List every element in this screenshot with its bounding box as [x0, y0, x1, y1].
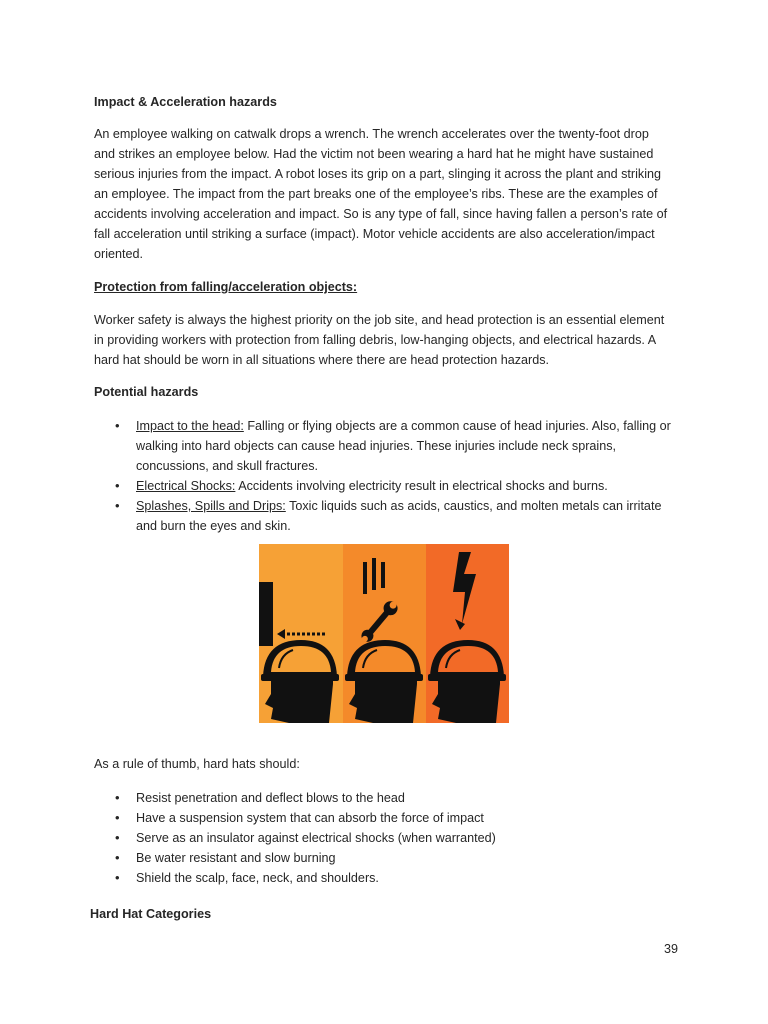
paragraph-line: an employee. The impact from the part breaks one of the employee’s ribs. These are the examples of [94, 187, 658, 201]
hard-hat-categories-heading: Hard Hat Categories [90, 907, 212, 921]
list-item [115, 416, 671, 476]
paragraph-line: and strikes an employee below. Had the victim not been wearing a hard hat he might have sustained [94, 147, 654, 161]
hazard-desc: Toxic liquids such as acids, caustics, and molten metals can irritate [285, 499, 662, 513]
hard-hat-head-3 [428, 640, 506, 723]
hazard-term: Electrical Shocks: [136, 479, 236, 493]
list-item: • Shield the scalp, face, neck, and shoulders. [115, 868, 496, 888]
hazards-list [115, 416, 671, 536]
list-item [115, 476, 671, 496]
hazard-desc-line: concussions, and skull fractures. [136, 459, 318, 473]
section-heading: Impact & Acceleration hazards [94, 95, 277, 109]
paragraph-line: hard hat should be worn in all situations where there are head protection hazards. [94, 353, 550, 367]
list-item: • Be water resistant and slow burning [115, 848, 496, 868]
paragraph-line: oriented. [94, 247, 144, 261]
list-item: • Serve as an insulator against electrical shocks (when warranted) [115, 828, 496, 848]
hazard-desc: Accidents involving electricity result in electrical shocks and burns. [235, 479, 608, 493]
hard-hat-head-2 [345, 640, 423, 723]
protection-heading: Protection from falling/acceleration objects: [94, 280, 358, 294]
paragraph-line: An employee walking on catwalk drops a wrench. The wrench accelerates over the twenty-foot drop [94, 127, 649, 141]
protection-paragraph [94, 310, 684, 370]
hard-hat-head-1 [261, 640, 339, 723]
hazards-heading: Potential hazards [94, 385, 199, 399]
paragraph-line: serious injuries from the impact. A robot loses its grip on a part, slinging it across the plant and striking [94, 167, 661, 181]
hazard-term: Impact to the head: [136, 419, 244, 433]
hard-hat-hazards-figure [259, 544, 509, 723]
rule-of-thumb-intro: As a rule of thumb, hard hats should: [94, 757, 300, 771]
hazard-desc: Falling or flying objects are a common cause of head injuries. Also, falling or [243, 419, 671, 433]
paragraph-line: fall acceleration until striking a surface (impact). Motor vehicle accidents are also acceleration/impact [94, 227, 655, 241]
hazard-desc-line: and burn the eyes and skin. [136, 519, 291, 533]
paragraph-line: accidents involving acceleration and impact. So is any type of fall, since having fallen a person’s rate of [94, 207, 668, 221]
page-number: 39 [663, 942, 678, 956]
intro-paragraph [94, 124, 684, 264]
rule-of-thumb-list [115, 788, 496, 888]
hazard-desc-line: walking into hard objects can cause head injuries. These injuries include neck sprains, [136, 439, 617, 453]
list-item: • Have a suspension system that can absorb the force of impact [115, 808, 496, 828]
list-item [115, 496, 671, 536]
list-item: • Resist penetration and deflect blows to the head [115, 788, 496, 808]
hazard-term: Splashes, Spills and Drips: [136, 499, 286, 513]
paragraph-line: Worker safety is always the highest priority on the job site, and head protection is an essential element [94, 313, 665, 327]
paragraph-line: in providing workers with protection from falling debris, low-hanging objects, and electrical hazards. A [94, 333, 657, 347]
